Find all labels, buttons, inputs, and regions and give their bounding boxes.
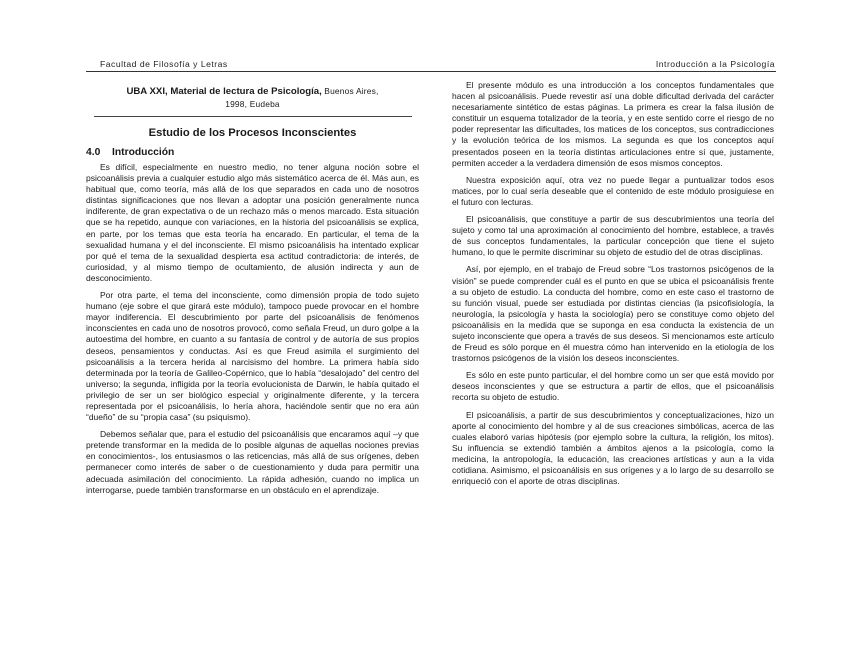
paragraph: El psicoanálisis, que constituye a partir de sus descubrimientos una teoría del sujeto y como tal una aproximación al conocimiento del hombre, establece, a través de sus conceptos fundamentales, la particular concepción que tiene el sujeto humano, lo que le permite discriminar su objeto de estudio del de otras disciplinas. (452, 214, 774, 258)
source-citation-city: Buenos Aires, (321, 86, 379, 96)
paragraph: Es sólo en este punto particular, el del hombre como un ser que está movido por deseos inconscientes y que se estructura a partir de ellos, que el psicoanálisis recorta su objeto de estudio. (452, 370, 774, 403)
paragraph: El presente módulo es una introducción a los conceptos fundamentales que hacen al psicoanálisis. Puede revestir así una doble dificultad derivada del carácter necesariamente sintético de estas páginas. La primera es crear la falsa ilusión de constituir un esquema totalizador de la teoría, y en este sentido corre el riesgo de no poder representar las dificultades, los matices de los conceptos, sus contradicciones y la evolución teórica de los mismos. La segunda es que los conceptos aquí presentados poseen en la teoría distintas articulaciones entre sí que, justamente, permiten acceder a la verdadera dimensión de esos mismos conceptos. (452, 80, 774, 168)
paragraph: Debemos señalar que, para el estudio del psicoanálisis que encaramos aquí –y que pretende transformar en la medida de lo posible algunas de aquellas nociones previas en conocimientos-, los entusiasmos o las reticencias, más allá de sus orígenes, deben permanecer como interés de saber o de cuestionamiento y duda para permitir una adecuada asimilación del conocimiento. La rápida adhesión, cuando no implica un interrogarse, puede también transformarse en un obstáculo en el aprendizaje. (86, 429, 419, 495)
running-header-right: Introducción a la Psicología (655, 59, 775, 69)
section-label: Introducción (112, 147, 175, 158)
paragraph: Es difícil, especialmente en nuestro medio, no tener alguna noción sobre el psicoanálisis previa a cualquier estudio algo más sistemático acerca de él. Más aun, es habitual que, como teoría, más allá de los que separados en cada uno de nosotros distintas significaciones que nos llevan a adoptar una posición generalmente nunca indiferente, de gran expectativa o de un rechazo más o menos marcado. Esta situación que se ha repetido, aunque con variaciones, en la historia del psicoanálisis se explica, en parte, por los temas que esta teoría ha encarado. En particular, el tema de la sexualidad humana y el del inconsciente. El mismo psicoanálisis ha intentado explicar por qué el tema de la sexualidad despierta esa actitud contradictoria: de interés, de curiosidad, y al mismo tiempo de ocultamiento, de alusión indirecta y aun de desconocimiento. (86, 162, 419, 283)
paragraph: Por otra parte, el tema del inconsciente, como dimensión propia de todo sujeto humano (eje sobre el que girará este módulo), tampoco puede provocar en el hombre mayor indiferencia. El descubrimiento por parte del psicoanálisis de fenómenos inconscientes en cada uno de nosotros provocó, como señala Freud, un duro golpe a la autoestima del hombre, en cuanto a su fantasía de control y de autoría de sus propios deseos, pensamientos y conductas. Así es que Freud asimila el surgimiento del psicoanálisis a la tercera herida al narcisismo del hombre. La primera había sido determinada por la teoría de Galileo-Copérnico, que lo había “desalojado” del centro del universo; la segunda, infligida por la teoría evolucionista de Darwin, le había quitado el privilegio de ser un ser biológico especial y originalmente diferente, y la tercera representada por el psicoanálisis, lo hería ahora, haciéndole sentir que no era aún “dueño” de su “propia casa” (su psiquismo). (86, 290, 419, 423)
paragraph: Nuestra exposición aquí, otra vez no puede llegar a puntualizar todos esos matices, por lo cual sería deseable que el contenido de este módulo prosiguiese en el futuro con lecturas. (452, 174, 774, 207)
header-divider (86, 71, 776, 72)
running-header-left: Facultad de Filosofía y Letras (100, 59, 228, 69)
paragraph: Así, por ejemplo, en el trabajo de Freud sobre “Los trastornos psicógenos de la visión” se puede comprender cuál es el punto en que se ubica el psicoanálisis frente a su objeto de estudio. La conducta del hombre, como en este caso el trastorno de su función visual, puede ser estudiada por distintas ciencias (la psicofisiología, la neurología, la psicología y hasta la sociología) pero se constituye como objeto del psicoanálisis en la medida que se suponga en esa conducta la existencia de un sujeto inconsciente que opera a través de sus deseos. Si mencionamos este artículo de Freud es sólo porque en él muestra cómo han intervenido en la etiología de los trastornos psicógenos de la visión los deseos inconscientes. (452, 264, 774, 364)
source-citation (86, 85, 419, 111)
right-column (452, 80, 774, 493)
left-column (86, 80, 419, 502)
source-citation-year: 1998, Eudeba (225, 99, 280, 109)
paragraph: El psicoanálisis, a partir de sus descubrimientos y conceptualizaciones, hizo un aporte al conocimiento del hombre y al de sus creaciones simbólicas, acerca de las cuales elaboró varias hipótesis (por ejemplo sobre la cultura, la religión, los mitos). Su influencia se extendió también a ámbitos ajenos a la psicología, como la medicina, la antropología, la educación, las creaciones artísticas y aun a la vida cotidiana. Asimismo, el psicoanálisis en sus orígenes y a lo largo de su desarrollo se enriqueció con el aporte de otras disciplinas. (452, 409, 774, 487)
section-heading (86, 147, 419, 159)
source-citation-bold: UBA XXI, Material de lectura de Psicología, (126, 86, 322, 97)
document-title: Estudio de los Procesos Inconscientes (148, 127, 357, 139)
citation-divider (94, 116, 412, 117)
section-number: 4.0 (86, 147, 101, 158)
